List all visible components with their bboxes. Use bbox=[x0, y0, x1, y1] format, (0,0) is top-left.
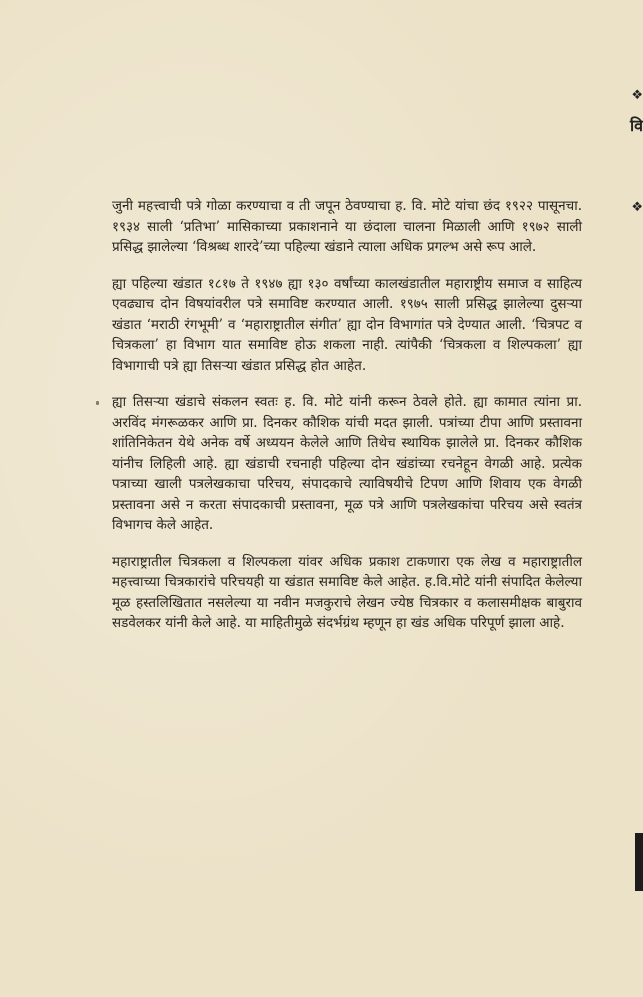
paragraph-3: ह्या तिसऱ्या खंडाचे संकलन स्वतः ह. वि. मोटे यांनी करून ठेवले होते. ह्या कामात त्यांना प्रा. अरविंद मंगरूळकर आणि प्रा. दिनकर कौशिक यांची मदत झाली. पत्रांच्या टीपा आणि प्रस्तावना शांतिनिकेतन येथे अनेक वर्षे अध्ययन केलेले आणि तिथेच स्थायिक झालेले प्रा. दिनकर कौशिक यांनीच लिहिली आहे. ह्या खंडाची रचनाही पहिल्या दोन खंडांच्या रचनेहून वेगळी आहे. प्रत्येक पत्राच्या खाली पत्रलेखकाचा परिचय, संपादकाचे त्याविषयीचे टिपण आणि शिवाय एक वेगळी प्रस्तावना असे न करता संपादकाची प्रस्तावना, मूळ पत्रे आणि पत्रलेखकांचा परिचय असे स्वतंत्र विभागच केले आहेत. bbox=[112, 394, 582, 533]
ornament-icon-mid: ❖ bbox=[631, 200, 643, 215]
paragraph-2: ह्या पहिल्या खंडात १८१७ ते १९४७ ह्या १३० वर्षांच्या कालखंडातील महाराष्ट्रीय समाज व साहित्य एवढ्याच दोन विषयांवरील पत्रे समाविष्ट करण्यात आली. १९७५ साली प्रसिद्ध झालेल्या दुसऱ्या खंडात ‘मराठी रंगभूमी’ व ‘महाराष्ट्रातील संगीत’ ह्या दोन विभागांत पत्रे देण्यात आली. ‘चित्रपट व चित्रकला’ हा विभाग यात समाविष्ट होऊ शकला नाही. त्यांपैकी ‘चित्रकला व शिल्पकला’ ह्या विभागाची पत्रे ह्या तिसऱ्या खंडात प्रसिद्ध होत आहेत. bbox=[112, 275, 582, 374]
paragraph-4: महाराष्ट्रातील चित्रकला व शिल्पकला यांवर अधिक प्रकाश टाकणारा एक लेख व महाराष्ट्रातील महत्त्वाच्या चित्रकारांचे परिचयही या खंडात समाविष्ट केले आहेत. ह.वि.मोटे यांनी संपादित केलेल्या मूळ हस्तलिखितात नसलेल्या या नवीन मजकुराचे लेखन ज्येष्ठ चित्रकार व कलासमीक्षक बाबुराव सडवेलकर यांनी केले आहे. या माहितीमुळे संदर्भग्रंथ म्हणून हा खंड अधिक परिपूर्ण झाला आहे. bbox=[112, 553, 582, 631]
spine-edge-tab bbox=[635, 833, 643, 891]
ornament-icon-top: ❖ bbox=[631, 88, 643, 103]
paper-speck bbox=[96, 401, 99, 405]
blurb-text bbox=[112, 196, 582, 650]
paragraph-1: जुनी महत्त्वाची पत्रे गोळा करण्याचा व ती जपून ठेवण्याचा ह. वि. मोटे यांचा छंद १९२२ पासूनचा. १९३४ साली ‘प्रतिभा’ मासिकाच्या प्रकाशनाने या छंदाला चालना मिळाली आणि १९७२ साली प्रसिद्ध झालेल्या ‘विश्रब्ध शारदे’च्या पहिल्या खंडाने त्याला अधिक प्रगल्भ असे रूप आले. bbox=[112, 198, 582, 255]
spine-letter: वि bbox=[629, 116, 643, 135]
